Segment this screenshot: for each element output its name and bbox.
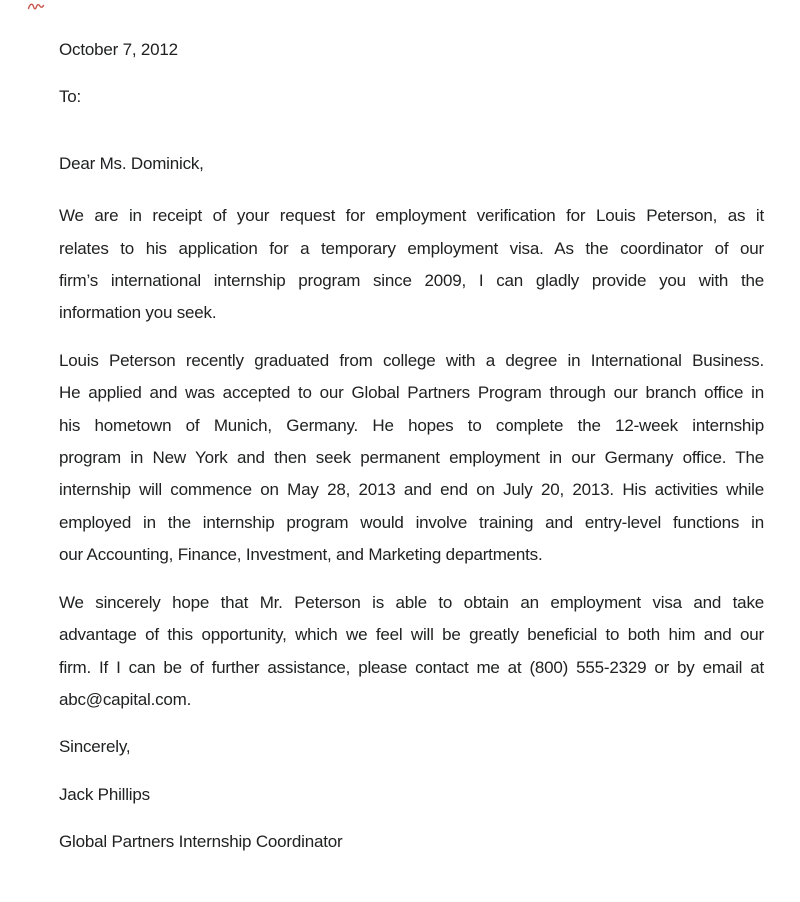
salutation: Dear Ms. Dominick,: [59, 153, 204, 173]
paragraph-line: We are in receipt of your request for employment verification for Louis Peterson, as it: [59, 206, 764, 226]
paragraph-line: abc@capital.com.: [59, 689, 192, 709]
closing: Sincerely,: [59, 737, 131, 757]
paragraph-line: his hometown of Munich, Germany. He hopes to complete the 12-week internship: [59, 415, 764, 435]
letter-date: October 7, 2012: [59, 40, 178, 59]
paragraph: [59, 345, 764, 572]
signature-name: Jack Phillips: [59, 784, 150, 804]
paragraph-line: He applied and was accepted to our Global Partners Program through our branch office in: [59, 383, 764, 403]
signature-title: Global Partners Internship Coordinator: [59, 832, 343, 852]
paragraph-line: internship will commence on May 28, 2013 and end on July 20, 2013. His activities while: [59, 480, 764, 500]
paragraph-line: Louis Peterson recently graduated from college with a degree in International Business.: [59, 350, 764, 370]
red-scribble-mark: [27, 2, 45, 11]
paragraph-line: information you seek.: [59, 303, 217, 323]
paragraph-line: relates to his application for a temporary employment visa. As the coordinator of our: [59, 238, 764, 258]
paragraph: [59, 587, 764, 717]
paragraph: [59, 200, 764, 330]
paragraph-line: firm’s international internship program since 2009, I can gladly provide you with the: [59, 271, 764, 291]
paragraph-line: program in New York and then seek permanent employment in our Germany office. The: [59, 448, 764, 468]
paragraph-line: employed in the internship program would involve training and entry-level functions in: [59, 512, 764, 532]
paragraph-line: firm. If I can be of further assistance, please contact me at (800) 555-2329 or by email at: [59, 657, 764, 677]
paragraph-line: We sincerely hope that Mr. Peterson is able to obtain an employment visa and take: [59, 592, 764, 612]
paragraph-line: our Accounting, Finance, Investment, and Marketing departments.: [59, 545, 543, 565]
recipient-line: To:: [59, 87, 82, 107]
paragraph-line: advantage of this opportunity, which we feel will be greatly beneficial to both him and our: [59, 625, 764, 645]
letter-body: [59, 200, 764, 716]
